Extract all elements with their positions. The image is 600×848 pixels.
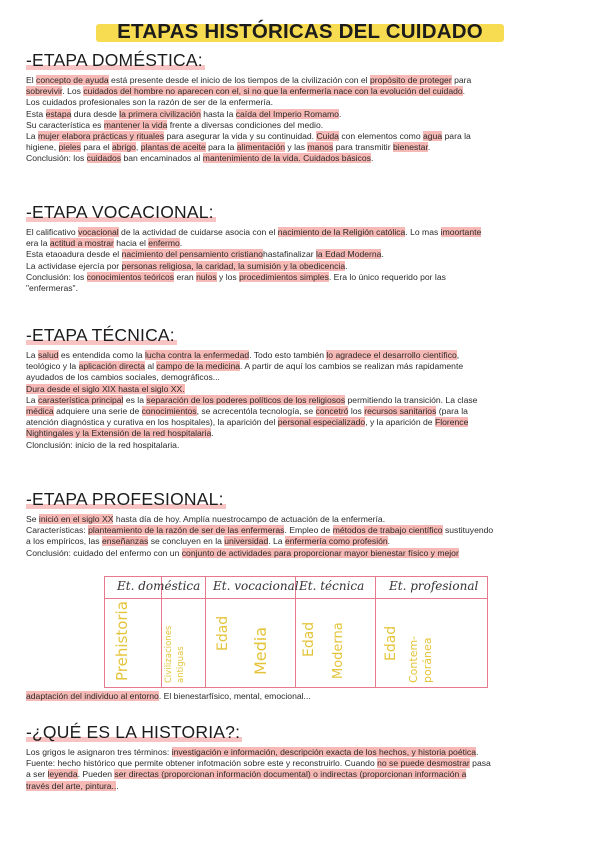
body-text: La xyxy=(26,131,38,142)
section-body xyxy=(26,350,576,451)
body-text: Clonclusión: inicio de la red hospitalaria. xyxy=(26,439,180,450)
body-text: . Todo esto también xyxy=(249,350,327,360)
highlighted-text: nacimiento del pensamiento cristiano xyxy=(121,249,263,260)
text-line xyxy=(26,769,576,780)
text-line xyxy=(26,261,576,272)
text-line xyxy=(26,525,576,536)
body-text: permitiendo la transición. La clase xyxy=(345,394,478,405)
highlighted-text: procedimientos simples xyxy=(239,271,329,282)
highlighted-text: la primera civilización xyxy=(119,108,201,119)
body-text: para xyxy=(451,75,472,85)
highlighted-text: sobrevivir xyxy=(26,86,63,97)
body-text: Esta xyxy=(26,108,46,119)
body-text: . xyxy=(387,536,391,547)
text-line xyxy=(26,384,576,395)
text-line xyxy=(26,548,576,559)
body-text: Su característica es xyxy=(26,119,104,130)
table-header: Et. vocacional xyxy=(213,579,299,593)
table-cell: Moderna xyxy=(331,622,346,679)
highlighted-text: pieles xyxy=(58,142,81,153)
table-cell: Edad xyxy=(215,615,231,651)
body-text: hasta la xyxy=(200,108,236,119)
table-cell: Edad xyxy=(301,621,317,657)
body-text: . La xyxy=(268,536,285,547)
body-text: al xyxy=(144,361,157,372)
body-text: para transmitir xyxy=(333,142,393,153)
highlighted-text: alimentación xyxy=(236,142,285,153)
highlighted-text: métodos de trabajo científico xyxy=(332,525,443,536)
body-text: hasta día de hoy. Amplía nuestrocampo de actuación de la enfermería. xyxy=(113,514,386,524)
body-text: . xyxy=(179,238,183,249)
highlighted-text: actitud a mostrar xyxy=(49,238,114,249)
highlighted-text: Dura desde el siglo XIX hasta el siglo XX. xyxy=(26,383,185,394)
body-text: La xyxy=(26,394,38,405)
body-text: Conclusión: los xyxy=(26,153,87,164)
text-line xyxy=(26,428,576,439)
highlighted-text: imoortante xyxy=(440,227,482,237)
table-cell: Media xyxy=(251,626,270,675)
section-profesional xyxy=(26,489,576,559)
body-text: eran xyxy=(174,271,197,282)
highlighted-text: manos xyxy=(307,142,334,153)
highlighted-text: mantener la vida xyxy=(103,119,168,130)
highlighted-text: concetró xyxy=(315,406,349,417)
body-text: . xyxy=(370,153,374,164)
body-text: para la xyxy=(442,131,471,142)
body-text: . xyxy=(116,780,119,791)
highlighted-text: través del arte, pintura.. xyxy=(26,780,117,791)
body-text: Se xyxy=(26,514,39,524)
text-line xyxy=(26,142,576,153)
body-text: atención diagnóstica y curativa en los hospitales), la aparición del xyxy=(26,417,278,428)
body-text: está presente desde el inicio de los tiempos de la civilización con el xyxy=(108,75,370,85)
highlighted-text: enseñanzas xyxy=(101,536,149,547)
text-line xyxy=(26,109,576,120)
highlighted-text: nulos xyxy=(196,271,217,282)
highlighted-text: conocimientos xyxy=(141,406,197,417)
text-line xyxy=(26,440,576,451)
page-title xyxy=(96,20,504,44)
body-text: los xyxy=(348,406,365,417)
highlighted-text: agua xyxy=(423,131,443,142)
section-body xyxy=(26,691,576,702)
body-text: era la xyxy=(26,238,50,249)
text-line xyxy=(26,97,576,108)
highlighted-text: la Edad Moderna xyxy=(316,249,382,260)
body-text: El calificativo xyxy=(26,227,79,237)
body-text: , y la aparición de xyxy=(365,417,435,428)
body-text: teológico y la xyxy=(26,361,79,372)
highlighted-text: enfermería como profesión xyxy=(284,536,388,547)
body-text: a ser xyxy=(26,769,48,780)
body-text: . A partir de aquí los cambios se realizan más rapidamente xyxy=(240,361,464,372)
section-body xyxy=(26,747,576,792)
highlighted-text: personas religiosa, la caridad, la sumisión y la obedicencia xyxy=(121,260,346,271)
text-line xyxy=(26,131,576,142)
body-text: de la actividad de cuidarse asocia con el xyxy=(118,227,278,237)
body-text: para la xyxy=(205,142,237,153)
body-text: . Lo mas xyxy=(405,227,441,237)
highlighted-text: lucha contra la enfermedad xyxy=(144,350,250,360)
text-line xyxy=(26,86,576,97)
body-text: . xyxy=(338,108,342,119)
body-text: a los empíricos, las xyxy=(26,536,102,547)
body-text: con elementos como xyxy=(338,131,424,142)
body-text: Características: xyxy=(26,525,89,536)
body-text: La actividase ejercía por xyxy=(26,260,122,271)
section-profesional-continuation xyxy=(26,691,576,702)
text-line xyxy=(26,120,576,131)
highlighted-text: recursos sanitarios xyxy=(364,406,437,417)
text-line xyxy=(26,406,576,417)
body-text: . Pueden xyxy=(77,769,115,780)
highlighted-text: inició en el siglo XX xyxy=(38,514,114,524)
text-line xyxy=(26,514,576,525)
text-line xyxy=(26,75,576,86)
highlighted-text: aplicación directa xyxy=(78,361,145,372)
highlighted-text: conjunto de actividades para proporcionar mayor bienestar físico y mejor xyxy=(181,547,459,558)
highlighted-text: investigación e información, descripción exacta de los hechos, y historia poética xyxy=(171,747,476,757)
highlighted-text: no se puede desmostrar xyxy=(377,758,470,769)
highlighted-text: Nightingales y la Extensión de la red hospitalaria xyxy=(26,428,212,439)
highlighted-text: médica xyxy=(26,406,54,417)
body-text: ayudados de los cambios sociales, demográficos... xyxy=(26,372,220,383)
highlighted-text: propósito de proteger xyxy=(369,75,452,85)
body-text: hacia el xyxy=(113,238,149,249)
highlighted-text: nacimiento de la Religión católica xyxy=(277,227,406,237)
text-line xyxy=(26,395,576,406)
table-header: Et. técnica xyxy=(299,579,365,593)
body-text: dura desde xyxy=(71,108,120,119)
body-text: , xyxy=(456,350,460,360)
highlighted-text: caída del Imperio Romamo xyxy=(235,108,339,119)
section-vocacional xyxy=(26,202,576,294)
highlighted-text: cuidados del hombre no aparecen con el, si no que la enfermería nace con la evolución del cuidado xyxy=(83,86,463,97)
highlighted-text: separación de los poderes políticos de los religiosos xyxy=(146,394,346,405)
body-text: frente a diversas condiciones del medio. xyxy=(167,119,324,130)
section-heading: -¿QUÉ ES LA HISTORIA?: xyxy=(26,722,241,742)
section-heading: -ETAPA TÉCNICA: xyxy=(26,325,175,345)
body-text: higiene, xyxy=(26,142,59,153)
body-text: "enfermeras". xyxy=(26,283,78,294)
page-title-text: ETAPAS HISTÓRICAS DEL CUIDADO xyxy=(117,20,483,43)
text-line xyxy=(26,691,576,702)
body-text: y los xyxy=(216,271,240,282)
body-text: . Empleo de xyxy=(284,525,333,536)
body-text: El xyxy=(26,75,37,85)
highlighted-text: planteamiento de la razón de ser de las enfermeras xyxy=(88,525,285,536)
highlighted-text: enfermo xyxy=(148,238,180,249)
text-line xyxy=(26,238,576,249)
highlighted-text: mujer elabora prácticas y rituales xyxy=(37,131,165,142)
body-text: Conclusión: cuidado del enfermo con un xyxy=(26,547,182,558)
highlighted-text: ser directas (proporcionan información documental) o indirectas (proporcionan información a xyxy=(114,769,467,780)
highlighted-text: vocacional xyxy=(78,227,119,237)
highlighted-text: conocimientos teóricos xyxy=(86,271,175,282)
table-header: Et. profesional xyxy=(389,579,479,593)
body-text: Los grigos le asignaron tres términos: xyxy=(26,747,172,757)
body-text: Esta etaoadura desde el xyxy=(26,249,122,260)
highlighted-text: adaptación del individuo al entorno xyxy=(26,691,159,701)
highlighted-text: universidad xyxy=(224,536,269,547)
section-heading: -ETAPA DOMÉSTICA: xyxy=(26,50,203,70)
body-text: y las xyxy=(285,142,308,153)
table-cell: Contem-poránea xyxy=(407,635,434,683)
body-text: pasa xyxy=(469,758,491,769)
table-header: Et. doméstica xyxy=(117,579,201,593)
body-text: ban encaminados al xyxy=(121,153,203,164)
section-body xyxy=(26,514,576,559)
section-heading: -ETAPA PROFESIONAL: xyxy=(26,489,224,509)
text-line xyxy=(26,153,576,164)
text-line xyxy=(26,272,576,283)
body-text: . Los xyxy=(62,86,84,97)
text-line xyxy=(26,283,576,294)
highlighted-text: plantas de aceite xyxy=(140,142,206,153)
body-text: , se acrecentóla tecnología, se xyxy=(196,406,316,417)
text-line xyxy=(26,350,576,361)
table-cell: Civilizaciones antiguas xyxy=(164,625,186,683)
text-line xyxy=(26,227,576,238)
body-text: para asegurar la vida y su continuidad. xyxy=(164,131,317,142)
body-text: es la xyxy=(123,394,147,405)
body-text: . xyxy=(211,428,214,439)
highlighted-text: concepto de ayuda xyxy=(36,75,109,85)
highlighted-text: leyenda xyxy=(47,769,78,780)
section-body xyxy=(26,227,576,294)
body-text: Fuente: hecho histórico que permite obtener infotmación sobre este y reconstruirlo. Cuando xyxy=(26,758,378,769)
body-text: . Era lo único requerido por las xyxy=(328,271,446,282)
text-line xyxy=(26,372,576,383)
highlighted-text: abrigo xyxy=(112,142,136,153)
highlighted-text: mantenimiento de la vida. Cuidados básicos xyxy=(202,153,371,164)
highlighted-text: personal especializado xyxy=(277,417,366,428)
body-text: , xyxy=(135,142,141,153)
text-line xyxy=(26,781,576,792)
body-text: para el xyxy=(80,142,113,153)
body-text: . xyxy=(462,86,466,97)
highlighted-text: Florence xyxy=(434,417,469,428)
text-line xyxy=(26,747,576,758)
highlighted-text: carasterística principal xyxy=(37,394,124,405)
body-text: . xyxy=(381,249,384,260)
body-text: hastafinalizar xyxy=(262,249,316,260)
section-body xyxy=(26,75,576,165)
body-text: se concluyen en la xyxy=(148,536,225,547)
text-line xyxy=(26,758,576,769)
body-text: La xyxy=(26,350,38,360)
body-text: (para la xyxy=(436,406,468,417)
body-text: . xyxy=(345,260,348,271)
highlighted-text: lo agradece el desarrollo científico xyxy=(326,350,457,360)
body-text: . xyxy=(475,747,479,757)
table-cell: Edad xyxy=(383,625,399,661)
highlighted-text: Cuida xyxy=(316,131,339,142)
body-text: Los cuidados profesionales son la razón de ser de la enfermería. xyxy=(26,97,273,108)
text-line xyxy=(26,249,576,260)
body-text: es entendida como la xyxy=(58,350,145,360)
stages-table xyxy=(104,576,488,688)
highlighted-text: campo de la medicina xyxy=(156,361,241,372)
highlighted-text: estapa xyxy=(45,108,72,119)
body-text: adquiere una serie de xyxy=(53,406,142,417)
highlighted-text: bienestar xyxy=(392,142,428,153)
highlighted-text: salud xyxy=(37,350,59,360)
body-text: Conclusión: los xyxy=(26,271,87,282)
section-tecnica xyxy=(26,325,576,451)
section-historia xyxy=(26,722,576,792)
text-line xyxy=(26,361,576,372)
body-text: . El bienestarfísico, mental, emocional... xyxy=(158,691,311,701)
body-text: . xyxy=(427,142,431,153)
section-heading: -ETAPA VOCACIONAL: xyxy=(26,202,214,222)
text-line xyxy=(26,417,576,428)
section-domestica xyxy=(26,50,576,165)
table-cell: Prehistoria xyxy=(113,601,131,681)
body-text: sustituyendo xyxy=(442,525,494,536)
text-line xyxy=(26,536,576,547)
highlighted-text: cuidados xyxy=(86,153,122,164)
